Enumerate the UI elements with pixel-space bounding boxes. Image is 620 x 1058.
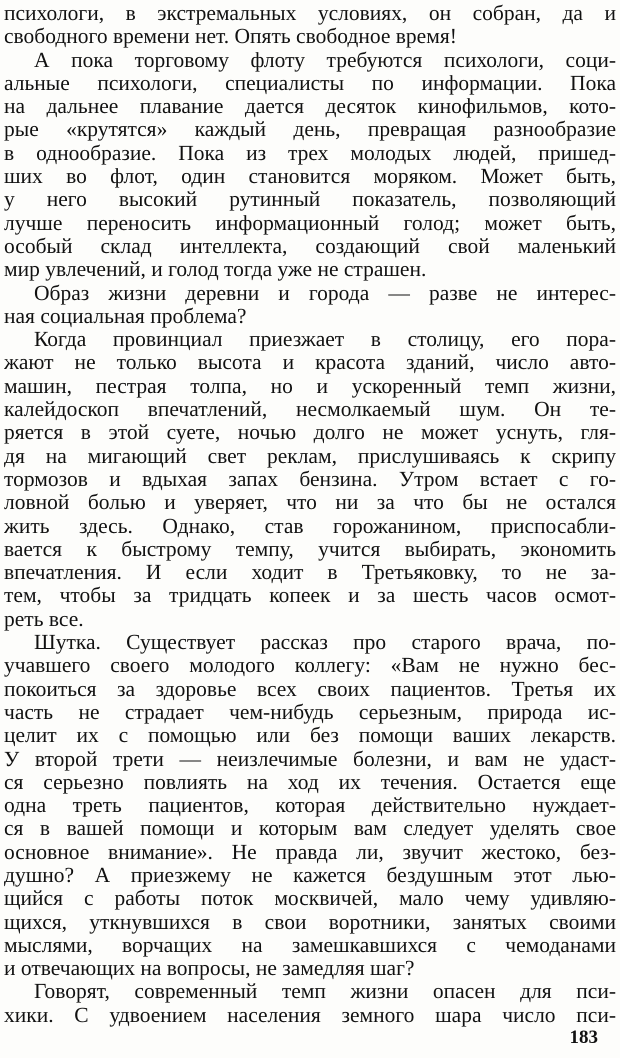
text-line: ряется в этой суете, ночью долго не может уснуть, гля-: [4, 421, 616, 445]
text-line: Когда провинциал приезжает в столицу, его пора-: [34, 328, 616, 352]
text-line: ся в вашей помощи и которым вам следует уделять свое: [4, 817, 616, 841]
text-line: лучше переносить информационный голод; может быть,: [4, 211, 616, 235]
text-line: основное внимание». Не правда ли, звучит жестоко, без-: [4, 840, 616, 864]
text-line: дя на мигающий свет реклам, прислушиваясь к скрипу: [4, 444, 616, 468]
text-line: жить здесь. Однако, став горожанином, приспосабли-: [4, 514, 616, 538]
text-line: целит их с помощью или без помощи ваших лекарств.: [4, 724, 616, 748]
text-line: учавшего своего молодого коллегу: «Вам не нужно бес-: [4, 654, 616, 678]
text-line: впечатления. И если ходит в Третьяковку, то не за-: [4, 561, 616, 585]
text-line: одна треть пациентов, которая действительно нуждает-: [4, 794, 616, 818]
text-line: на дальнее плавание дается десяток кинофильмов, кото-: [4, 95, 616, 119]
text-line: покоиться за здоровье всех своих пациентов. Третья их: [4, 677, 616, 701]
text-line: в однообразие. Пока из трех молодых людей, пришед-: [4, 141, 616, 165]
text-line: рые «крутятся» каждый день, превращая разнообразие: [4, 118, 616, 142]
text-line: свободного времени нет. Опять свободное время!: [4, 25, 457, 49]
text-line: калейдоскоп впечатлений, несмолкаемый шум. Он те-: [4, 398, 616, 422]
text-line: психологи, в экстремальных условиях, он собран, да и: [4, 2, 616, 25]
text-line: Шутка. Существует рассказ про старого врача, по-: [34, 631, 616, 655]
page-number: 183: [569, 1027, 598, 1048]
text-line: и отвечающих на вопросы, не замедляя шаг?: [4, 957, 415, 981]
text-line: тормозов и вдыхая запах бензина. Утром встает с го-: [4, 467, 616, 491]
text-line: душно? А приезжему не кажется бездушным этот лью-: [4, 863, 616, 887]
text-line: Говорят, современный темп жизни опасен для пси-: [34, 980, 616, 1004]
text-line: ная социальная проблема?: [4, 304, 247, 328]
text-line: реть все.: [4, 607, 84, 631]
text-line: А пока торговому флоту требуются психологи, соци-: [34, 48, 616, 72]
text-line: щихся, уткнувшихся в свои воротники, занятых своими: [4, 910, 616, 934]
text-line: мир увлечений, и голод тогда уже не страшен.: [4, 258, 427, 282]
text-line: часть не страдает чем-нибудь серьезным, природа ис-: [4, 700, 616, 724]
text-line: жают не только высота и красота зданий, число авто-: [4, 351, 616, 375]
body-text: [4, 2, 616, 1027]
text-line: машин, пестрая толпа, но и ускоренный темп жизни,: [4, 374, 616, 398]
text-line: хики. С удвоением населения земного шара число пси-: [4, 1003, 616, 1027]
text-line: ся серьезно повлиять на ход их течения. Остается еще: [4, 770, 616, 794]
text-line: Образ жизни деревни и города — разве не интерес-: [34, 281, 616, 305]
text-line: альные психологи, специалисты по информации. Пока: [4, 71, 616, 95]
text-line: тем, чтобы за тридцать копеек и за шесть часов осмот-: [4, 584, 616, 608]
text-line: ловной болью и уверяет, что ни за что бы не остался: [4, 491, 616, 515]
text-line: мыслями, ворчащих на замешкавшихся с чемоданами: [4, 933, 616, 957]
text-line: У второй трети — неизлечимые болезни, и вам не удаст-: [4, 747, 616, 771]
text-line: у него высокий рутинный показатель, позволяющий: [4, 188, 616, 212]
text-line: особый склад интеллекта, создающий свой маленький: [4, 234, 616, 258]
text-line: щийся с работы поток москвичей, мало чему удивляю-: [4, 887, 616, 911]
text-line: ших во флот, один становится моряком. Может быть,: [4, 165, 616, 189]
text-line: вается к быстрому темпу, учится выбирать, экономить: [4, 537, 616, 561]
